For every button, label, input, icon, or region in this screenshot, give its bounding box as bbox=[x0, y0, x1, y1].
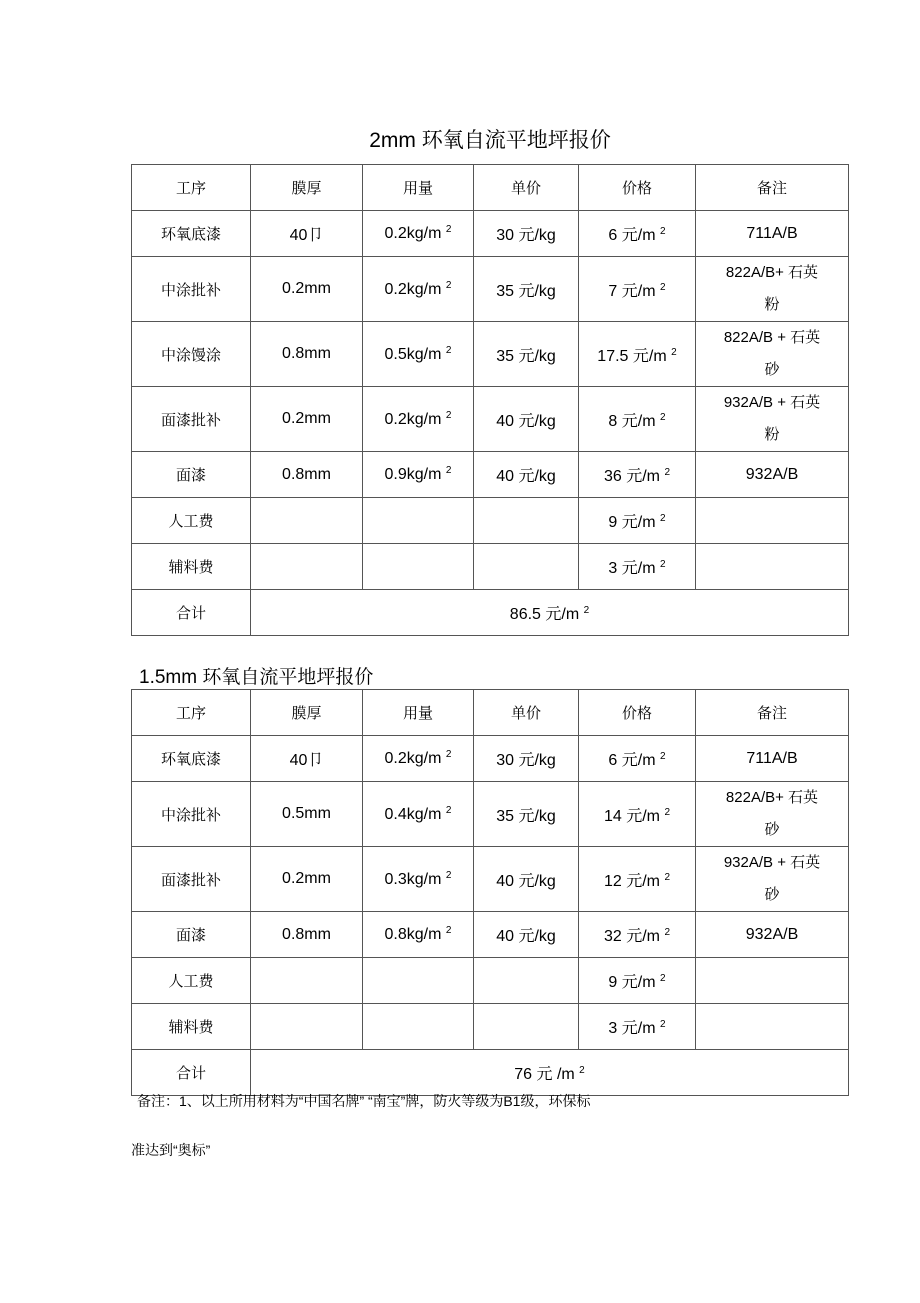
table-row bbox=[132, 958, 849, 1004]
thickness-cell: 40卩 bbox=[251, 736, 363, 782]
usage-cell: 0.2kg/m $^2$ bbox=[363, 387, 474, 452]
usage-cell: 0.2kg/m $^2$ bbox=[363, 211, 474, 257]
price-cell: 6 元/m $^2$ bbox=[579, 736, 696, 782]
header-cell: 备注 bbox=[696, 165, 849, 211]
footnote-line-1: 备注：1、以上所用材料为“中国名牌” “南宝”牌，防火等级为B1级，环保标 bbox=[137, 1093, 591, 1109]
table-row bbox=[132, 1004, 849, 1050]
price-cell: 17.5 元/m $^2$ bbox=[579, 322, 696, 387]
step-cell: 面漆批补 bbox=[132, 387, 251, 452]
empty-cell bbox=[251, 1004, 363, 1050]
thickness-cell: 40卩 bbox=[251, 211, 363, 257]
thickness-cell: 0.8mm bbox=[251, 912, 363, 958]
empty-cell bbox=[696, 958, 849, 1004]
step-cell: 中涂馒涂 bbox=[132, 322, 251, 387]
empty-cell bbox=[363, 1004, 474, 1050]
table-row bbox=[132, 257, 849, 322]
thickness-cell: 0.2mm bbox=[251, 387, 363, 452]
empty-cell bbox=[363, 544, 474, 590]
unit-price-cell: 30 元/kg bbox=[474, 736, 579, 782]
price-cell: 3 元/m $^2$ bbox=[579, 1004, 696, 1050]
step-cell: 中涂批补 bbox=[132, 782, 251, 847]
note-cell: 932A/B bbox=[696, 452, 849, 498]
table-row bbox=[132, 387, 849, 452]
price-cell: 6 元/m $^2$ bbox=[579, 211, 696, 257]
note-cell: 932A/B + 石英 砂 bbox=[696, 847, 849, 912]
header-cell: 单价 bbox=[474, 165, 579, 211]
total-value: 76 元 /m $^2$ bbox=[251, 1050, 849, 1096]
thickness-cell: 0.8mm bbox=[251, 452, 363, 498]
step-cell: 环氧底漆 bbox=[132, 211, 251, 257]
header-cell: 价格 bbox=[579, 165, 696, 211]
note-cell: 822A/B+ 石英 砂 bbox=[696, 782, 849, 847]
total-row bbox=[132, 1050, 849, 1096]
thickness-cell: 0.2mm bbox=[251, 257, 363, 322]
step-cell: 人工费 bbox=[132, 958, 251, 1004]
empty-cell bbox=[696, 1004, 849, 1050]
usage-cell: 0.3kg/m $^2$ bbox=[363, 847, 474, 912]
step-cell: 辅料费 bbox=[132, 1004, 251, 1050]
table-row bbox=[132, 498, 849, 544]
total-row bbox=[132, 590, 849, 636]
usage-cell: 0.2kg/m $^2$ bbox=[363, 257, 474, 322]
unit-price-cell: 40 元/kg bbox=[474, 452, 579, 498]
note-cell: 932A/B + 石英 粉 bbox=[696, 387, 849, 452]
note-cell: 822A/B + 石英 砂 bbox=[696, 322, 849, 387]
header-cell: 单价 bbox=[474, 690, 579, 736]
price-cell: 8 元/m $^2$ bbox=[579, 387, 696, 452]
usage-cell: 0.5kg/m $^2$ bbox=[363, 322, 474, 387]
empty-cell bbox=[474, 498, 579, 544]
table-row bbox=[132, 211, 849, 257]
quote-table-1-5mm bbox=[131, 689, 849, 1096]
table-row bbox=[132, 322, 849, 387]
header-cell: 价格 bbox=[579, 690, 696, 736]
usage-cell: 0.2kg/m $^2$ bbox=[363, 736, 474, 782]
table-row bbox=[132, 847, 849, 912]
price-cell: 9 元/m $^2$ bbox=[579, 498, 696, 544]
header-cell: 用量 bbox=[363, 165, 474, 211]
price-cell: 7 元/m $^2$ bbox=[579, 257, 696, 322]
empty-cell bbox=[363, 958, 474, 1004]
quote-table-2mm bbox=[131, 164, 849, 636]
usage-cell: 0.9kg/m $^2$ bbox=[363, 452, 474, 498]
step-cell: 辅料费 bbox=[132, 544, 251, 590]
step-cell: 环氧底漆 bbox=[132, 736, 251, 782]
table-row bbox=[132, 782, 849, 847]
table2-title: 1.5mm 环氧自流平地坪报价 bbox=[139, 667, 374, 688]
header-cell: 工序 bbox=[132, 690, 251, 736]
empty-cell bbox=[474, 544, 579, 590]
empty-cell bbox=[696, 498, 849, 544]
table-row bbox=[132, 912, 849, 958]
empty-cell bbox=[696, 544, 849, 590]
header-cell: 膜厚 bbox=[251, 690, 363, 736]
table-row bbox=[132, 736, 849, 782]
table-row bbox=[132, 452, 849, 498]
step-cell: 人工费 bbox=[132, 498, 251, 544]
unit-price-cell: 30 元/kg bbox=[474, 211, 579, 257]
unit-price-cell: 35 元/kg bbox=[474, 257, 579, 322]
note-cell: 711A/B bbox=[696, 211, 849, 257]
footnote-line-2: 准达到“奥标” bbox=[131, 1142, 211, 1158]
header-cell: 备注 bbox=[696, 690, 849, 736]
price-cell: 3 元/m $^2$ bbox=[579, 544, 696, 590]
header-cell: 膜厚 bbox=[251, 165, 363, 211]
thickness-cell: 0.8mm bbox=[251, 322, 363, 387]
empty-cell bbox=[251, 544, 363, 590]
step-cell: 中涂批补 bbox=[132, 257, 251, 322]
unit-price-cell: 40 元/kg bbox=[474, 912, 579, 958]
header-cell: 用量 bbox=[363, 690, 474, 736]
note-cell: 822A/B+ 石英 粉 bbox=[696, 257, 849, 322]
header-cell: 工序 bbox=[132, 165, 251, 211]
price-cell: 14 元/m $^2$ bbox=[579, 782, 696, 847]
price-cell: 32 元/m $^2$ bbox=[579, 912, 696, 958]
unit-price-cell: 35 元/kg bbox=[474, 782, 579, 847]
note-cell: 711A/B bbox=[696, 736, 849, 782]
empty-cell bbox=[363, 498, 474, 544]
total-value: 86.5 元/m $^2$ bbox=[251, 590, 849, 636]
price-cell: 12 元/m $^2$ bbox=[579, 847, 696, 912]
unit-price-cell: 40 元/kg bbox=[474, 847, 579, 912]
step-cell: 面漆批补 bbox=[132, 847, 251, 912]
table-header-row bbox=[132, 165, 849, 211]
table1-title: 2mm 环氧自流平地坪报价 bbox=[369, 129, 611, 152]
unit-price-cell: 40 元/kg bbox=[474, 387, 579, 452]
empty-cell bbox=[251, 958, 363, 1004]
thickness-cell: 0.2mm bbox=[251, 847, 363, 912]
table-header-row bbox=[132, 690, 849, 736]
empty-cell bbox=[474, 1004, 579, 1050]
total-label: 合计 bbox=[132, 590, 251, 636]
empty-cell bbox=[474, 958, 579, 1004]
step-cell: 面漆 bbox=[132, 912, 251, 958]
usage-cell: 0.4kg/m $^2$ bbox=[363, 782, 474, 847]
thickness-cell: 0.5mm bbox=[251, 782, 363, 847]
usage-cell: 0.8kg/m $^2$ bbox=[363, 912, 474, 958]
price-cell: 36 元/m $^2$ bbox=[579, 452, 696, 498]
total-label: 合计 bbox=[132, 1050, 251, 1096]
note-cell: 932A/B bbox=[696, 912, 849, 958]
step-cell: 面漆 bbox=[132, 452, 251, 498]
empty-cell bbox=[251, 498, 363, 544]
table-row bbox=[132, 544, 849, 590]
unit-price-cell: 35 元/kg bbox=[474, 322, 579, 387]
price-cell: 9 元/m $^2$ bbox=[579, 958, 696, 1004]
